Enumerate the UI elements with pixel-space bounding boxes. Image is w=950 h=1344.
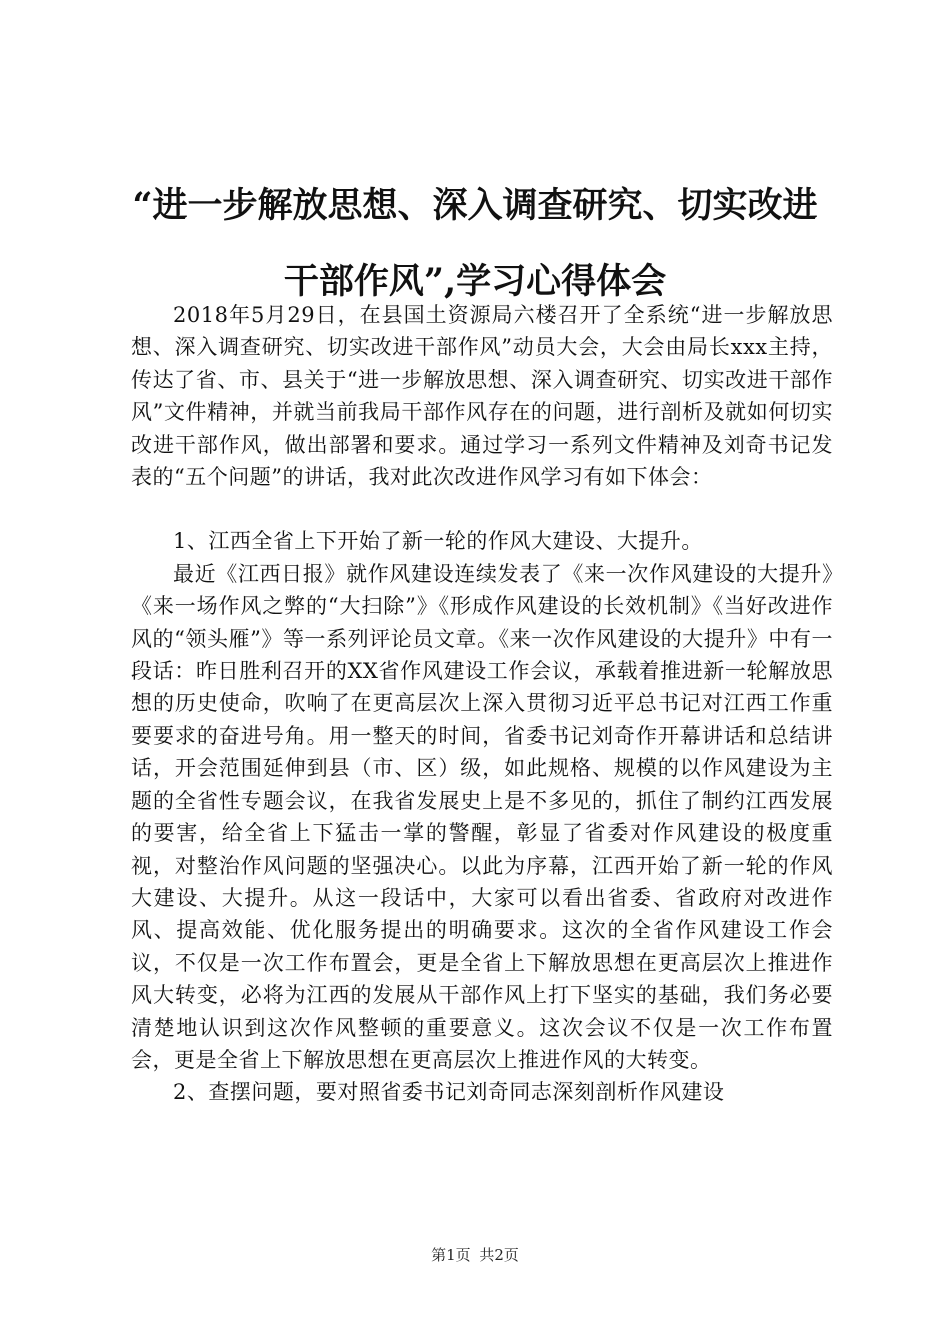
page-footer xyxy=(0,1244,950,1265)
paragraph-section-1: 最近《江西日报》就作风建设连续发表了《来一次作风建设的大提升》《来一场作风之弊的“大扫除”》《形成作风建设的长效机制》《当好改进作风的“领头雁”》等一系列评论员文章。《来一次作风建设的大提升》中有一段话：昨日胜利召开的XX省作风建设工作会议，承载着推进新一轮解放思想的历史使命，吹响了在更高层次上深入贯彻习近平总书记对江西工作重要要求的奋进号角。用一整天的时间，省委书记刘奇作开幕讲话和总结讲话，开会范围延伸到县（市、区）级，如此规格、规模的以作风建设为主题的全省性专题会议，在我省发展史上是不多见的，抓住了制约江西发展的要害，给全省上下猛击一掌的警醒，彰显了省委对作风建设的极度重视，对整治作风问题的坚强决心。以此为序幕，江西开始了新一轮的作风大建设、大提升。从这一段话中，大家可以看出省委、省政府对改进作风、提高效能、优化服务提出的明确要求。这次的全省作风建设工作会议，不仅是一次工作布置会，更是全省上下解放思想在更高层次上推进作风大转变，必将为江西的发展从干部作风上打下坚实的基础，我们务必要清楚地认识到这次作风整顿的重要意义。这次会议不仅是一次工作布置会，更是全省上下解放思想在更高层次上推进作风的大转变。 xyxy=(131,561,833,1072)
paragraph-heading-2: 2、查摆问题，要对照省委书记刘奇同志深刻剖析作风建设 xyxy=(173,1080,725,1105)
paragraph-heading-1: 1、江西全省上下开始了新一轮的作风大建设、大提升。 xyxy=(173,529,703,554)
document-body xyxy=(131,299,833,1109)
title-line-2: 干部作风”,学习心得体会 xyxy=(283,261,667,302)
title-line-1: “进一步解放思想、深入调查研究、切实改进 xyxy=(132,185,818,226)
paragraph-intro: 2018年5月29日，在县国土资源局六楼召开了全系统“进一步解放思想、深入调查研究、切实改进干部作风”动员大会，大会由局长xxx主持，传达了省、市、县关于“进一步解放思想、深入调查研究、切实改进干部作风”文件精神，并就当前我局干部作风存在的问题，进行剖析及就如何切实改进干部作风，做出部署和要求。通过学习一系列文件精神及刘奇书记发表的“五个问题”的讲话，我对此次改进作风学习有如下体会： xyxy=(131,303,833,490)
page-number: 第1页 xyxy=(431,1246,471,1264)
page-total: 共2页 xyxy=(479,1246,519,1264)
document-title xyxy=(110,168,840,320)
